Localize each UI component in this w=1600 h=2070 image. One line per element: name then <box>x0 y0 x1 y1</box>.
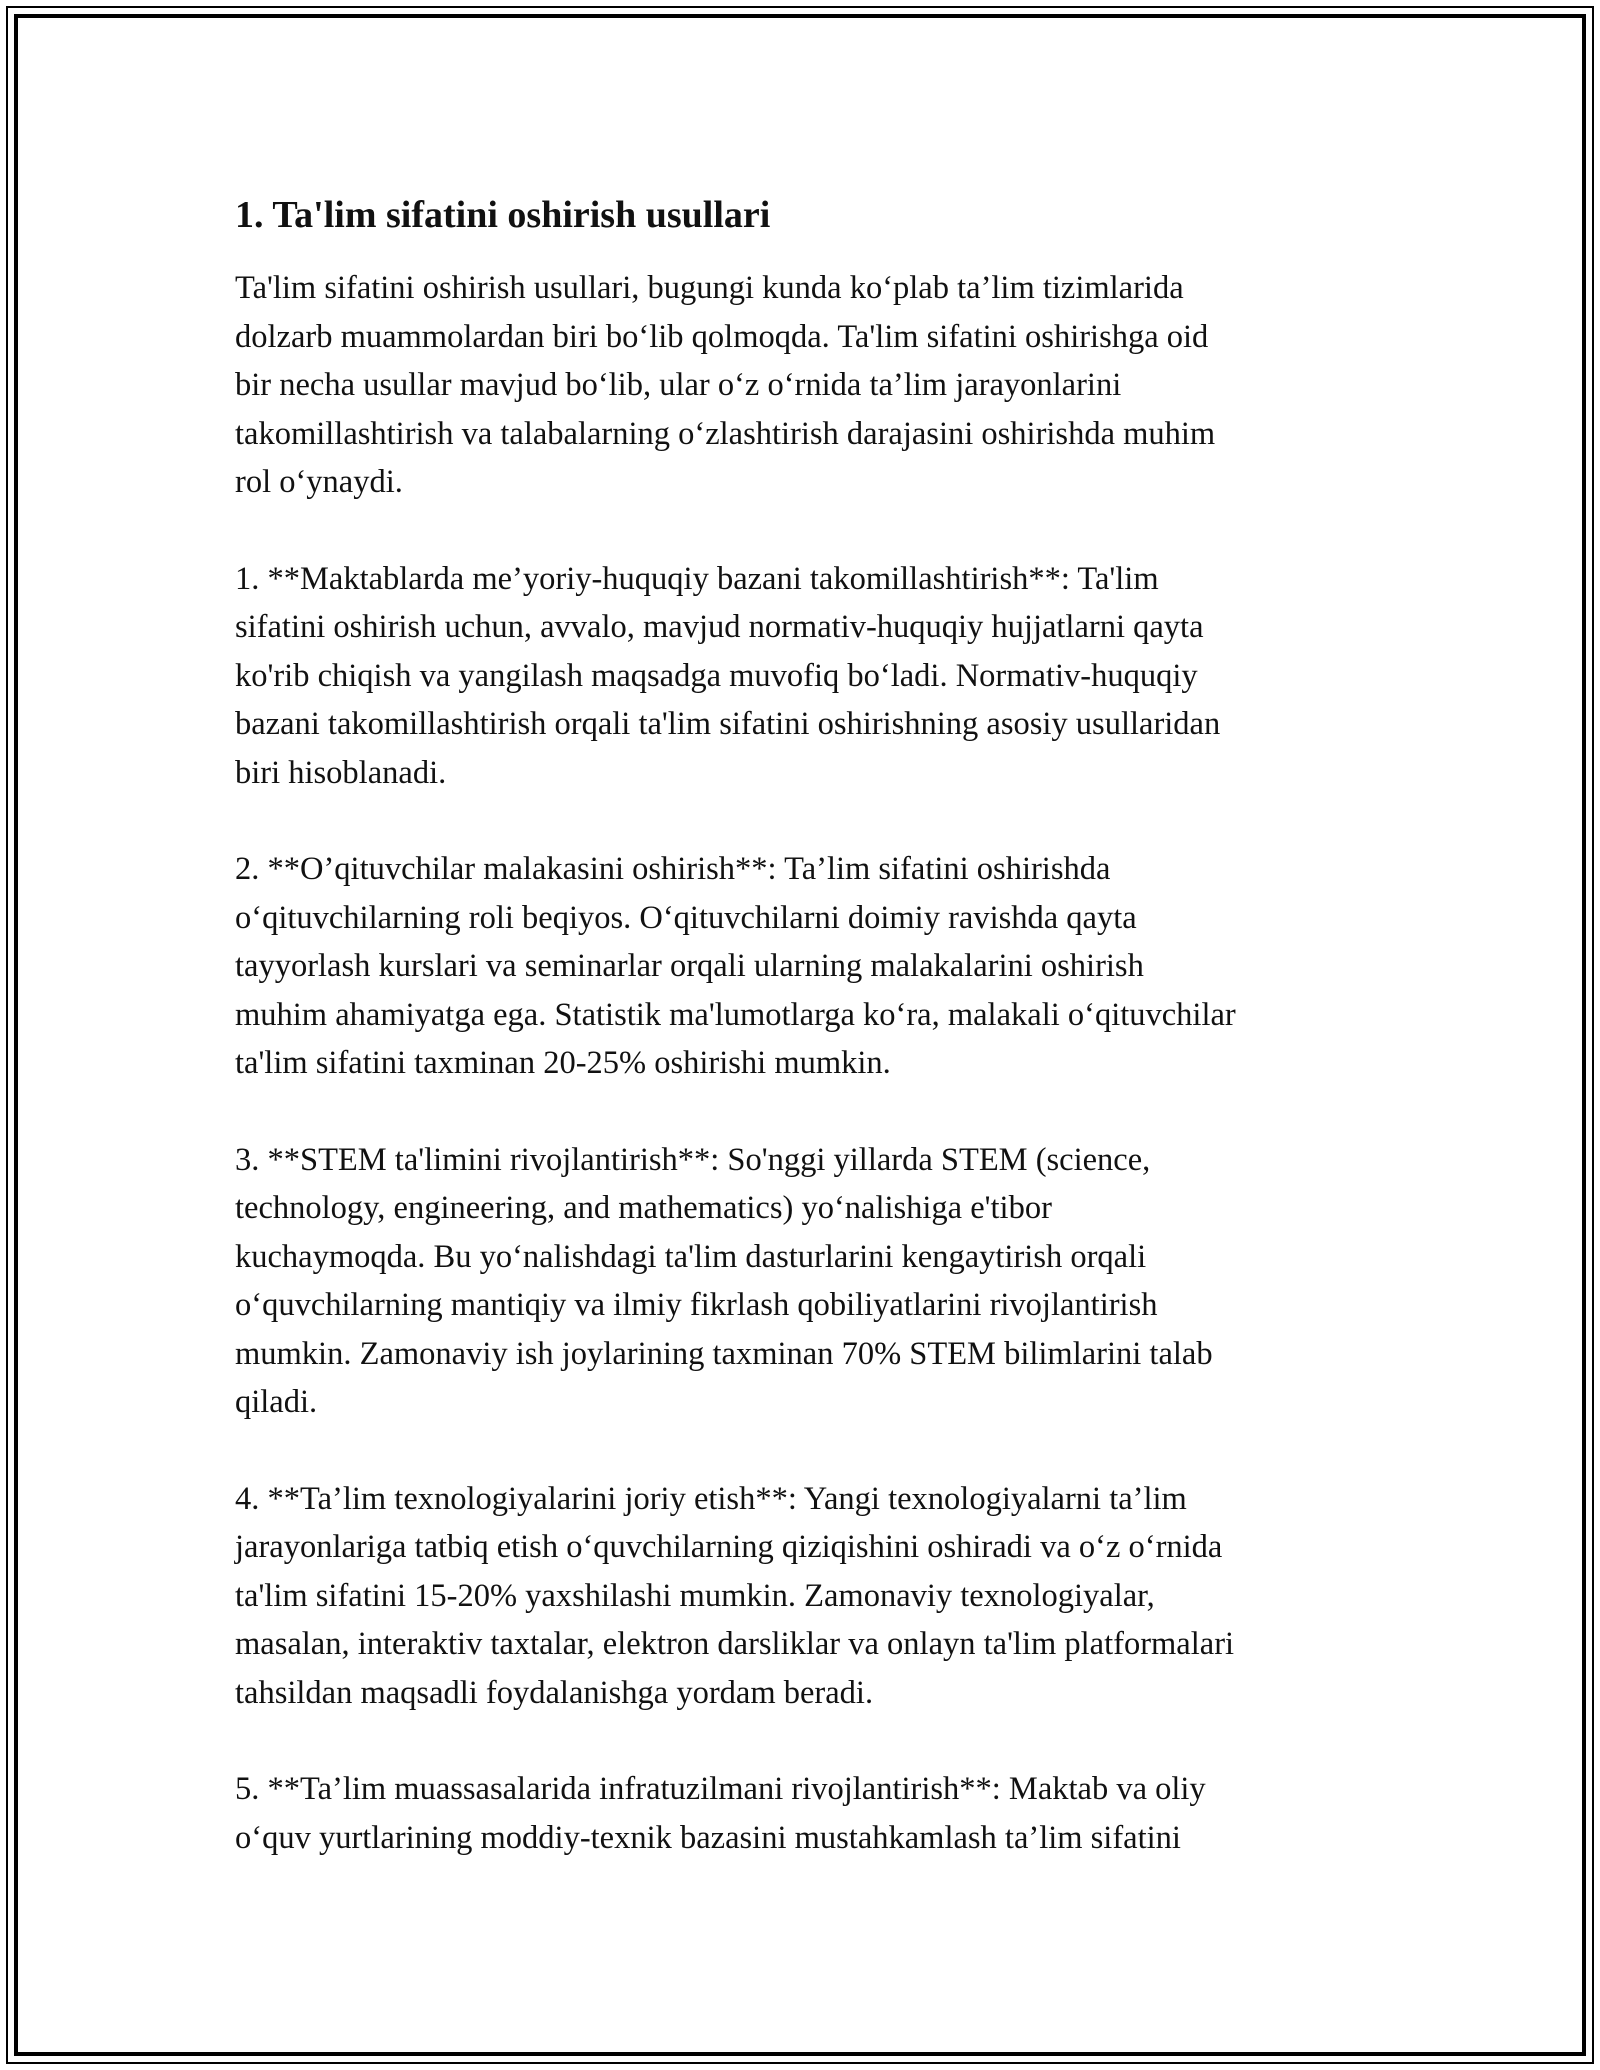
section-heading: 1. Ta'lim sifatini oshirish usullari <box>235 194 771 236</box>
list-item-3: 3. **STEM ta'limini rivojlantirish**: So'nggi yillarda STEM (science, technology, engineering, and mathematics) yoʻnalishiga e'tibor kuchaymoqda. Bu yoʻnalishdagi ta'lim dasturlarini kengaytirish orqali oʻquvchilarning mantiqiy va ilmiy fikrlash qobiliyatlarini rivojlantirish mumkin. Zamonaviy ish joylarining taxminan 70% STEM bilimlarini talab qiladi. <box>235 1141 1213 1420</box>
list-item-4: 4. **Ta’lim texnologiyalarini joriy etish**: Yangi texnologiyalarni ta’lim jarayonlariga tatbiq etish oʻquvchilarning qiziqishini oshiradi va oʻz oʻrnida ta'lim sifatini 15-20% yaxshilashi mumkin. Zamonaviy texnologiyalar, masalan, interaktiv taxtalar, elektron darsliklar va onlayn ta'lim platformalari tahsildan maqsadli foydalanishga yordam beradi. <box>235 1480 1235 1711</box>
list-item-2: 2. **O’qituvchilar malakasini oshirish**: Ta’lim sifatini oshirishda oʻqituvchilarning roli beqiyos. Oʻqituvchilarni doimiy ravishda qayta tayyorlash kurslari va seminarlar orqali ularning malakalarini oshirish muhim ahamiyatga ega. Statistik ma'lumotlarga koʻra, malakali oʻqituvchilar ta'lim sifatini taxminan 20-25% oshirishi mumkin. <box>235 851 1236 1081</box>
document-body <box>235 188 1375 1910</box>
list-item-5: 5. **Ta’lim muassasalarida infratuzilmani rivojlantirish**: Maktab va oliy oʻquv yurtlarining moddiy-texnik bazasini mustahkamlash ta’lim sifatini <box>235 1771 1206 1856</box>
list-item-1: 1. **Maktablarda me’yoriy-huquqiy bazani takomillashtirish**: Ta'lim sifatini oshirish uchun, avvalo, mavjud normativ-huquqiy hujjatlarni qayta ko'rib chiqish va yangilash maqsadga muvofiq boʻladi. Normativ-huquqiy bazani takomillashtirish orqali ta'lim sifatini oshirishning asosiy usullaridan biri hisoblanadi. <box>235 560 1221 791</box>
intro-paragraph: Ta'lim sifatini oshirish usullari, bugungi kunda koʻplab ta’lim tizimlarida dolzarb muammolardan biri boʻlib qolmoqda. Ta'lim sifatini oshirishga oid bir necha usullar mavjud boʻlib, ular oʻz oʻrnida ta’lim jarayonlarini takomillashtirish va talabalarning oʻzlashtirish darajasini oshirishda muhim rol oʻynaydi. <box>235 270 1216 500</box>
